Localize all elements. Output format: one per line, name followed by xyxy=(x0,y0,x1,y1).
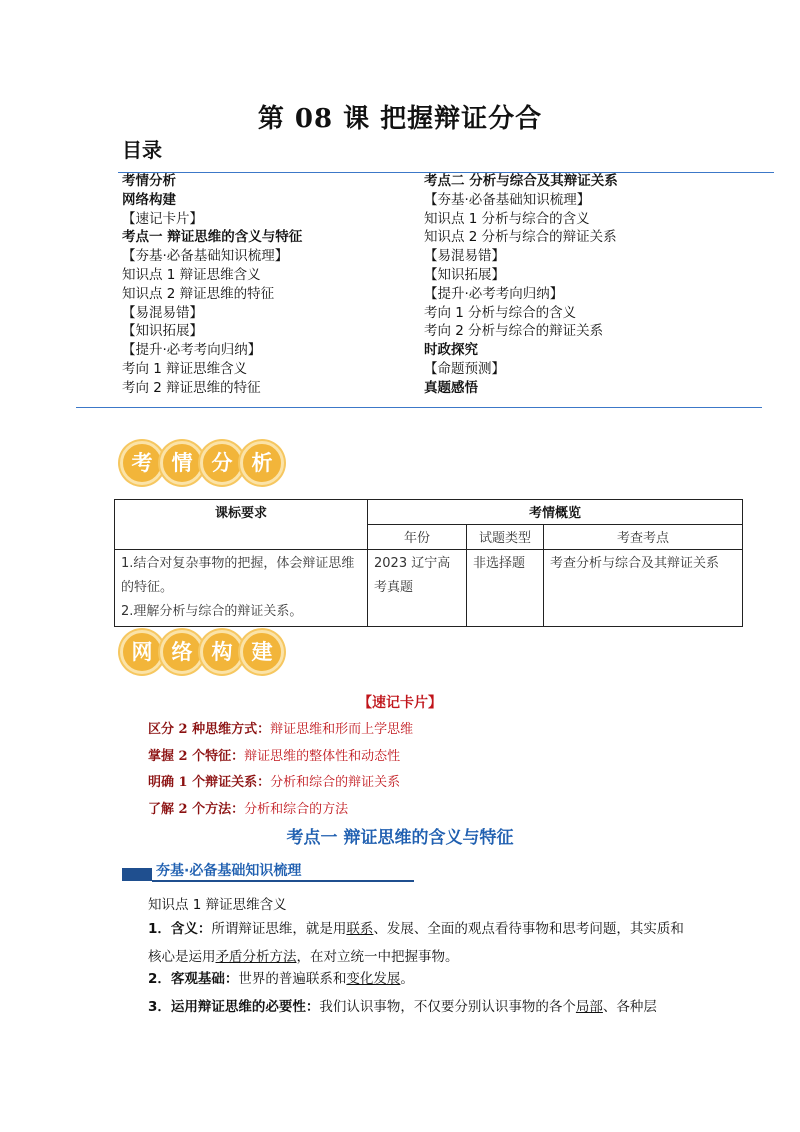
toc-link[interactable]: 知识点 1 分析与综合的含义 xyxy=(424,210,590,227)
card-item: 明确 1 个辩证关系：分析和综合的辩证关系 xyxy=(148,775,401,790)
card-item: 区分 2 种思维方式：辩证思维和形而上学思维 xyxy=(148,722,414,737)
bar-block xyxy=(122,868,152,881)
knowledge-point-title: 知识点 1 辩证思维含义 xyxy=(148,897,287,913)
subheader-point: 考查考点 xyxy=(544,525,743,550)
toc-link[interactable]: 【知识拓展】 xyxy=(122,323,203,340)
card-item: 掌握 2 个特征：辩证思维的整体性和动态性 xyxy=(148,748,401,764)
bar-label: 夯基·必备基础知识梳理 xyxy=(156,863,302,879)
toc-link[interactable]: 真题感悟 xyxy=(424,379,478,396)
header-requirement: 课标要求 xyxy=(115,500,368,550)
toc-link[interactable]: 时政探究 xyxy=(424,342,478,359)
banner-char: 情 xyxy=(160,441,204,485)
toc-link[interactable]: 【夯基·必备基础知识梳理】 xyxy=(122,248,289,265)
year-cell: 2023 辽宁高考真题 xyxy=(368,550,467,627)
paragraph-basis: 2．客观基础：世界的普遍联系和变化发展。 xyxy=(148,971,414,987)
banner-char: 构 xyxy=(200,630,244,674)
requirement-cell xyxy=(115,550,368,627)
bar-underline xyxy=(152,880,414,882)
toc-link[interactable]: 【夯基·必备基础知识梳理】 xyxy=(424,191,591,208)
banner-network-construction xyxy=(120,630,290,674)
paragraph-definition: 1．含义：所谓辩证思维，就是用联系、发展、全面的观点看待事物和思考问题，其实质和核心是运用矛盾分析方法，在对立统一中把握事物。 xyxy=(148,921,684,965)
toc-link[interactable]: 知识点 1 辩证思维含义 xyxy=(122,266,261,283)
toc-link[interactable]: 【易混易错】 xyxy=(122,304,203,321)
toc-left-column xyxy=(122,172,302,398)
toc-link[interactable]: 知识点 2 辩证思维的特征 xyxy=(122,285,275,302)
requirement-2: 2.理解分析与综合的辩证关系。 xyxy=(121,604,303,619)
banner-char: 建 xyxy=(240,630,284,674)
header-overview: 考情概览 xyxy=(368,500,743,525)
toc-link[interactable]: 考情分析 xyxy=(122,173,176,189)
toc-link[interactable]: 【知识拓展】 xyxy=(424,266,505,283)
toc-link[interactable]: 【提升·必考考向归纳】 xyxy=(122,342,262,359)
banner-exam-analysis xyxy=(120,441,290,485)
toc-link[interactable]: 考向 2 辩证思维的特征 xyxy=(122,379,261,396)
requirement-1: 1.结合对复杂事物的把握，体会辩证思维的特征。 xyxy=(121,556,355,595)
section-bar xyxy=(122,858,414,882)
section-title: 考点一 辩证思维的含义与特征 xyxy=(286,828,514,848)
toc-link[interactable]: 网络构建 xyxy=(122,191,176,208)
toc-link[interactable]: 【速记卡片】 xyxy=(122,210,203,227)
toc-link[interactable]: 【易混易错】 xyxy=(424,248,505,265)
type-cell: 非选择题 xyxy=(467,550,544,627)
toc-link[interactable]: 考向 1 辩证思维含义 xyxy=(122,360,248,377)
subheader-type: 试题类型 xyxy=(467,525,544,550)
toc-link[interactable]: 【命题预测】 xyxy=(424,360,505,377)
toc-link[interactable]: 考点二 分析与综合及其辩证关系 xyxy=(424,173,618,189)
banner-char: 分 xyxy=(200,441,244,485)
card-item: 了解 2 个方法：分析和综合的方法 xyxy=(148,801,349,817)
memory-card xyxy=(148,717,413,823)
banner-char: 络 xyxy=(160,630,204,674)
toc-bottom-divider xyxy=(76,407,762,408)
card-title: 【速记卡片】 xyxy=(358,695,442,711)
banner-char: 析 xyxy=(240,441,284,485)
paragraph-necessity: 3．运用辩证思维的必要性：我们认识事物，不仅要分别认识事物的各个局部、各种层 xyxy=(148,999,657,1015)
toc-link[interactable]: 知识点 2 分析与综合的辩证关系 xyxy=(424,229,617,246)
toc-link[interactable]: 考点一 辩证思维的含义与特征 xyxy=(122,229,303,246)
toc-heading: 目录 xyxy=(122,138,162,162)
toc-link[interactable]: 考向 1 分析与综合的含义 xyxy=(424,304,577,321)
exam-overview-table xyxy=(114,499,743,627)
banner-char: 考 xyxy=(120,441,164,485)
page-title: 第 08 课 把握辩证分合 xyxy=(257,104,543,134)
subheader-year: 年份 xyxy=(368,525,467,550)
toc-right-column xyxy=(424,172,618,398)
banner-char: 网 xyxy=(120,630,164,674)
toc-link[interactable]: 【提升·必考考向归纳】 xyxy=(424,285,564,302)
point-cell: 考查分析与综合及其辩证关系 xyxy=(544,550,743,627)
toc-link[interactable]: 考向 2 分析与综合的辩证关系 xyxy=(424,323,604,340)
